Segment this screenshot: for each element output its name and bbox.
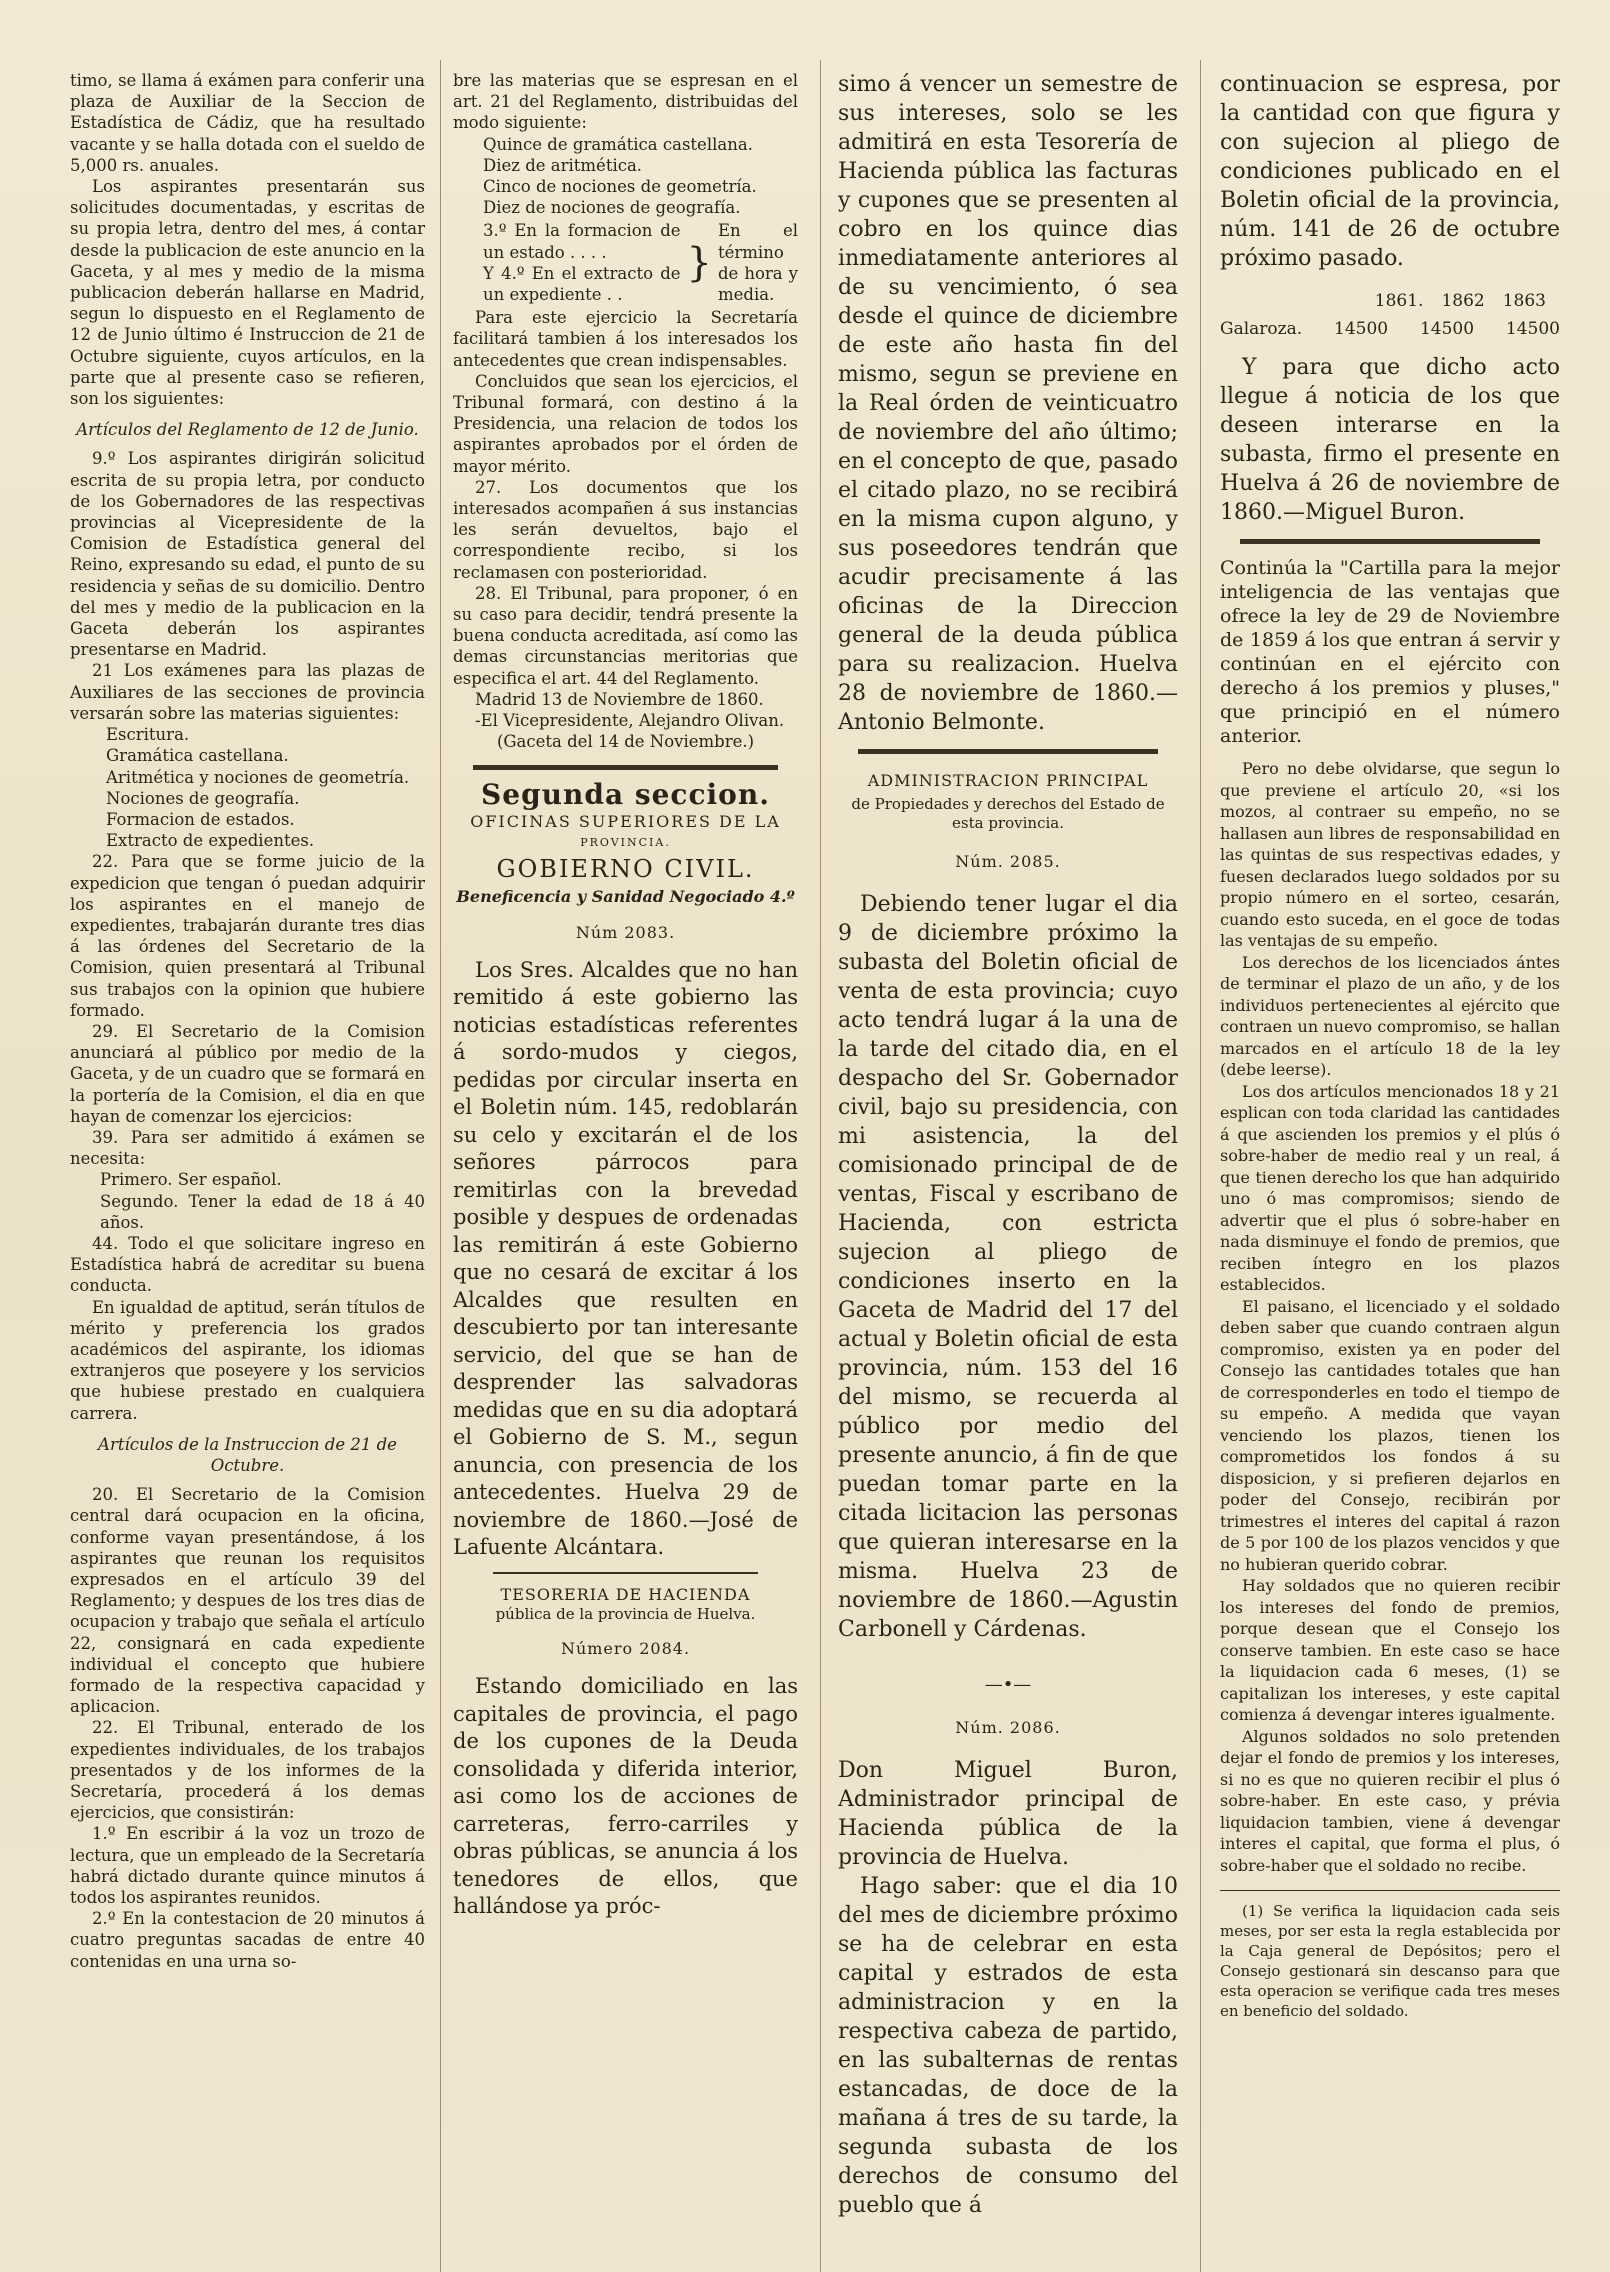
- amount: 14500: [1334, 319, 1389, 339]
- article-39: 39. Para ser admitido á exámen se necesita:: [70, 1127, 425, 1169]
- article-21: 21 Los exámenes para las plazas de Auxiliares de las secciones de provincia versarán sobre las materias siguientes:: [70, 661, 425, 723]
- paragraph: Pero no debe olvidarse, que segun lo que previene el artículo 20, «si los mozos, al contraer su empeño, no se hallasen aun libres de responsabilidad en las quintas de sus respectivas edades, y fuesen declarados luego soldados por su propio número en el sorteo, cesarán, cuando esto suceda, en el goce de todas las ventajas de su empeño.: [1220, 759, 1560, 950]
- paragraph: Los aspirantes presentarán sus solicitudes documentadas, y escritas de su propia letra, dentro del mes, á contar desde la publicacion de este anuncio en la Gaceta, y al mes y medio de la misma publicacion deberán hallarse en Madrid, segun lo dispuesto en el Reglamento de 12 de Junio último é Instruccion de 21 de Octubre siguiente, cuyos artículos, en la parte que al presente caso se refieren, son los siguientes:: [70, 177, 425, 409]
- list-item: Quince de gramática castellana.: [483, 134, 753, 154]
- section-title: Segunda seccion.: [481, 777, 770, 811]
- paragraph: Los dos artículos mencionados 18 y 21 esplican con toda claridad las cantidades á que ascienden los premios y el plús ó sobre-haber de medio real y un real, á que tienen derecho los que han adquirido uno ó mas compromisos; siendo de advertir que el plus ó sobre-haber en nada disminuye el fondo de premios, que reciben íntegro en los plazos establecidos.: [1220, 1081, 1560, 1294]
- instruction-22-2: 2.º En la contestacion de 20 minutos á cuatro preguntas sacadas de entre 40 contenidas en una urna so-: [70, 1909, 425, 1971]
- paragraph: En igualdad de aptitud, serán títulos de mérito y preferencia los grados académicos del aspirante, los idiomas extranjeros que poseyere y los servicios que hubiese prestado en cualquiera carrera.: [70, 1297, 425, 1423]
- list-item: Escritura.: [106, 725, 190, 745]
- notice-body: Los Sres. Alcaldes que no han remitido á este gobierno las noticias estadísticas referentes á sordo-mudos y ciegos, pedidas por circular inserta en el Boletin núm. 145, redoblarán su celo y excitarán el de los señores párrocos para remitirlas con la brevedad posible y despues de ordenadas las remitirán á este Gobierno que no cesará de excitar á los Alcaldes que resulten en descubierto por tan interesante servicio, del que se han de desprender las salvadoras medidas que en su dia adoptará el Gobierno de S. M., segun anuncia, con presencia de los antecedentes. Huelva 29 de noviembre de 1860.—José de Lafuente Alcántara.: [453, 957, 798, 1560]
- year-label: 1862: [1441, 291, 1485, 311]
- divider-rule: [1240, 539, 1540, 544]
- article-27: 27. Los documentos que los interesados acompañen á sus instancias les serán devueltos, bajo el correspondiente recibo, si los reclamasen con posterioridad.: [453, 477, 798, 582]
- article-28: 28. El Tribunal, para proponer, ó en su caso para decidir, tendrá presente la buena conducta acreditada, así como las demas circunstancias meritorias que especifica el art. 44 del Reglamento.: [453, 583, 798, 688]
- section-heading: Artículos del Reglamento de 12 de Junio.: [76, 420, 419, 440]
- column-divider: [820, 60, 821, 2272]
- instruction-22-1: 1.º En escribir á la voz un trozo de lectura, que un empleado de la Secretaría habrá dictado durante quince minutos á todos los aspirantes reunidos.: [70, 1824, 425, 1908]
- list-item: Diez de aritmética.: [483, 155, 643, 175]
- notice-body: Hago saber: que el dia 10 del mes de diciembre próximo se ha de celebrar en esta capital y estrados de esta administracion y en la respectiva cabeza de partido, en las subalternas de rentas estancadas, de doce de la mañana á tres de su tarde, la segunda subasta de los derechos de consumo del pueblo que á: [838, 1874, 1178, 2218]
- town-name: Galaroza.: [1220, 319, 1303, 339]
- signature-name: -El Vicepresidente, Alejandro Olivan.: [475, 711, 785, 731]
- notice-body: Debiendo tener lugar el dia 9 de diciembre próximo la subasta del Boletin oficial de venta de esta provincia; cuyo acto tendrá lugar á la una de la tarde del citado dia, en el despacho del Sr. Gobernador civil, bajo su presidencia, con mi asistencia, la del comisionado principal de de ventas, Fiscal y escribano de Hacienda, con estricta sujecion al pliego de condiciones inserto en la Gaceta de Madrid del 17 del actual y Boletin oficial de esta provincia, núm. 153 del 16 del mismo, se recuerda al público por medio del presente anuncio, á fin de que puedan tomar parte en la citada licitacion las personas que quieran interesarse en la misma. Huelva 23 de noviembre de 1860.—Agustin Carbonell y Cárdenas.: [838, 892, 1178, 1642]
- list-item: Aritmética y nociones de geometría.: [106, 767, 410, 787]
- office-subheading: de Propiedades y derechos del Estado de esta provincia.: [851, 795, 1165, 832]
- brace-note: En el término de hora y media.: [718, 221, 798, 305]
- office-subheading: pública de la provincia de Huelva.: [495, 1604, 756, 1623]
- requirement: Segundo. Tener la edad de 18 á 40 años.: [100, 1191, 425, 1232]
- paragraph: Algunos soldados no solo pretenden dejar el fondo de premios y los intereses, si no es que no quieren recibir el plus ó sobre-haber. En este caso, y prévia liquidacion tambien, viene á devengar interes el capital, que forma el plus, ó sobre-haber que el soldado no recibe.: [1220, 1726, 1560, 1875]
- government-heading: GOBIERNO CIVIL.: [496, 855, 755, 884]
- amount: 14500: [1419, 319, 1475, 339]
- table-row: [1220, 319, 1560, 339]
- column-1: [70, 70, 425, 2262]
- year-label: 1861.: [1374, 291, 1424, 311]
- column-divider: [1200, 60, 1201, 2272]
- notice-body: Estando domiciliado en las capitales de provincia, el pago de los cupones de la Deuda consolidada y diferida interior, asi como los de acciones de carreteras, ferro-carriles y obras públicas, se anuncia á los tenedores de ellos, que hallándose ya próc-: [453, 1674, 798, 1919]
- footnote: [1220, 1890, 1560, 2021]
- office-heading: TESORERIA DE HACIENDA: [500, 1584, 751, 1604]
- separator: —•—: [984, 1674, 1032, 1695]
- office-heading: OFICINAS SUPERIORES DE LA: [470, 811, 781, 831]
- article-29: 29. El Secretario de la Comision anunciará al público por medio de la Gaceta, y de un cuadro que se formará en la portería de la Comision, el dia en que hayan de comenzar los ejercicios:: [70, 1021, 425, 1126]
- requirement: Primero. Ser español.: [100, 1170, 282, 1190]
- notice-number: Núm 2083.: [575, 922, 676, 942]
- notice-number: Núm. 2086.: [955, 1718, 1061, 1737]
- brace-icon: }: [686, 239, 712, 286]
- years-header: [1220, 291, 1560, 311]
- list-item: Diez de nociones de geografía.: [483, 198, 741, 218]
- column-4: [1220, 70, 1560, 2262]
- paragraph: Los derechos de los licenciados ántes de terminar el plazo de un año, y de los individuos pertenecientes al ejército que contraen un nuevo compromiso, se hallan marcados en el artículo 18 de la ley (debe leerse).: [1220, 952, 1560, 1079]
- office-subheading: PROVINCIA.: [580, 835, 671, 849]
- divider-rule: [858, 749, 1158, 754]
- notice-number: Número 2084.: [560, 1638, 691, 1658]
- paragraph: Hay soldados que no quieren recibir los intereses del fondo de premios, porque desean que el Consejo los conserve tambien. En este caso se hace la liquidacion cada 6 meses, (1) se capitalizan los intereses, y este capital comienza á devengar interes igualmente.: [1220, 1576, 1560, 1724]
- signature-date: Madrid 13 de Noviembre de 1860.: [475, 689, 764, 709]
- list-item: Formacion de estados.: [106, 809, 295, 829]
- footnote-text: (1) Se verifica la liquidacion cada seis meses, por ser esta la regla establecida por la Caja general de Depósitos; pero el Consejo gestionará sin descanso para que esta operacion se verifique cada tres meses en beneficio del soldado.: [1220, 1902, 1560, 2020]
- department-heading: Beneficencia y Sanidad Negociado 4.º: [456, 887, 795, 907]
- column-3: [838, 70, 1178, 2262]
- list-item: Gramática castellana.: [106, 746, 289, 766]
- instruction-22: 22. El Tribunal, enterado de los expedientes individuales, de los trabajos presentados y de los informes de la Secretaría, procederá á los demas ejercicios, que consistirán:: [70, 1718, 425, 1823]
- list-item: Cinco de nociones de geometría.: [483, 177, 757, 197]
- paragraph: bre las materias que se espresan en el art. 21 del Reglamento, distribuidas del modo siguiente:: [453, 71, 798, 133]
- notice-number: Núm. 2085.: [955, 852, 1061, 871]
- paragraph: timo, se llama á exámen para conferir una plaza de Auxiliar de la Seccion de Estadística de Cádiz, que ha resultado vacante y se halla dotada con el sueldo de 5,000 rs. anuales.: [70, 71, 425, 175]
- year-label: 1863: [1502, 291, 1546, 311]
- paragraph: Concluidos que sean los ejercicios, el Tribunal formará, con destino á la Presidencia, una relacion de todos los aspirantes aprobados por el órden de mayor mérito.: [453, 371, 798, 476]
- article-22: 22. Para que se forme juicio de la expedicion que tengan ó puedan adquirir los aspirantes en el manejo de expedientes, trabajarán durante tres dias á las órdenes del Secretario de la Comision, quien presentará al Tribunal sus trabajos con la opinion que hubiere formado.: [70, 852, 425, 1020]
- divider-rule: [473, 765, 778, 770]
- article-44: 44. Todo el que solicitare ingreso en Estadística habrá de acreditar su buena conducta.: [70, 1233, 425, 1296]
- section-heading: Artículos de la Instruccion de 21 de Octubre.: [98, 1434, 397, 1475]
- column-2: [453, 70, 798, 2262]
- paragraph: El paisano, el licenciado y el soldado deben saber que cuando contraen algun compromiso, existen ya en poder del Consejo las cantidades totales que han de corresponderles en todo el tiempo de su empeño. A medida que vayan venciendo los plazos, tienen los comprometidos los fondos á su disposicion, y si prefieren dejarlos en poder del Consejo, recibirán por trimestres el interes del capital á razon de 5 por 100 de los plazos vencidos y que no hubieran querido cobrar.: [1220, 1296, 1560, 1574]
- amount: 14500: [1505, 319, 1560, 339]
- notice-heading: Don Miguel Buron, Administrador principal de Hacienda pública de la provincia de Huelva.: [838, 1758, 1178, 1870]
- instruction-20: 20. El Secretario de la Comision central dará ocupacion en la oficina, conforme vayan presentándose, á los aspirantes que reunan los requisitos expresados en el artículo 39 del Reglamento; y despues de los tres dias de ocupacion y trabajo que señala el artículo 22, consignará en cada expediente individual el concepto que hubiere formado de la respectiva capacidad y aplicacion.: [70, 1485, 425, 1717]
- brace-item: 3.º En la formacion de un estado . . . .: [483, 221, 681, 262]
- continuation-note: Continúa la "Cartilla para la mejor inteligencia de las ventajas que ofrece la ley de 29 de Noviembre de 1859 á los que entran á servir y continúan en el ejército con derecho á los premios y pluses," que principió en el número anterior.: [1220, 557, 1560, 747]
- list-item: Extracto de expedientes.: [106, 831, 315, 851]
- brace-item: Y 4.º En el extracto de un expediente . .: [483, 263, 681, 305]
- brace-group: [453, 220, 798, 305]
- notice-body: Y para que dicho acto llegue á noticia de los que deseen interarse en la subasta, firmo el presente en Huelva á 26 de noviembre de 1860.—Miguel Buron.: [1220, 355, 1560, 525]
- article-9: 9.º Los aspirantes dirigirán solicitud escrita de su propia letra, por conducto de los Gobernadores de las respectivas provincias al Vicepresidente de la Comision de Estadística general del Reino, expresando su edad, el punto de su residencia y señas de su domicilio. Dentro del mes y medio de la publicacion en la Gaceta deberán los aspirantes presentarse en Madrid.: [70, 449, 425, 660]
- gazette-ref: (Gaceta del 14 de Noviembre.): [496, 732, 755, 752]
- column-divider: [440, 60, 441, 2272]
- office-heading: ADMINISTRACION PRINCIPAL: [867, 771, 1149, 790]
- list-item: Nociones de geografía.: [106, 788, 300, 808]
- divider-rule: [493, 1572, 758, 1574]
- notice-body: simo á vencer un semestre de sus intereses, solo se les admitirá en esta Tesorería de Hacienda pública las facturas y cupones que se presenten al cobro en los quince dias inmediatamente anteriores al de su vencimiento, ó sea desde el quince de diciembre de este año hasta fin del mismo, segun se previene en la Real órden de veinticuatro de noviembre del año último; en el concepto de que, pasado el citado plazo, no se recibirá en la misma cupon alguno, y sus poseedores tendrán que acudir precisamente á las oficinas de la Direccion general de la deuda pública para su realizacion. Huelva 28 de noviembre de 1860.—Antonio Belmonte.: [838, 72, 1178, 735]
- paragraph: Para este ejercicio la Secretaría facilitará tambien á los interesados los antecedentes que crean indispensables.: [453, 308, 798, 370]
- notice-body: continuacion se espresa, por la cantidad con que figura y con sujecion al pliego de condiciones publicado en el Boletin oficial de la provincia, núm. 141 de 26 de octubre próximo pasado.: [1220, 72, 1560, 271]
